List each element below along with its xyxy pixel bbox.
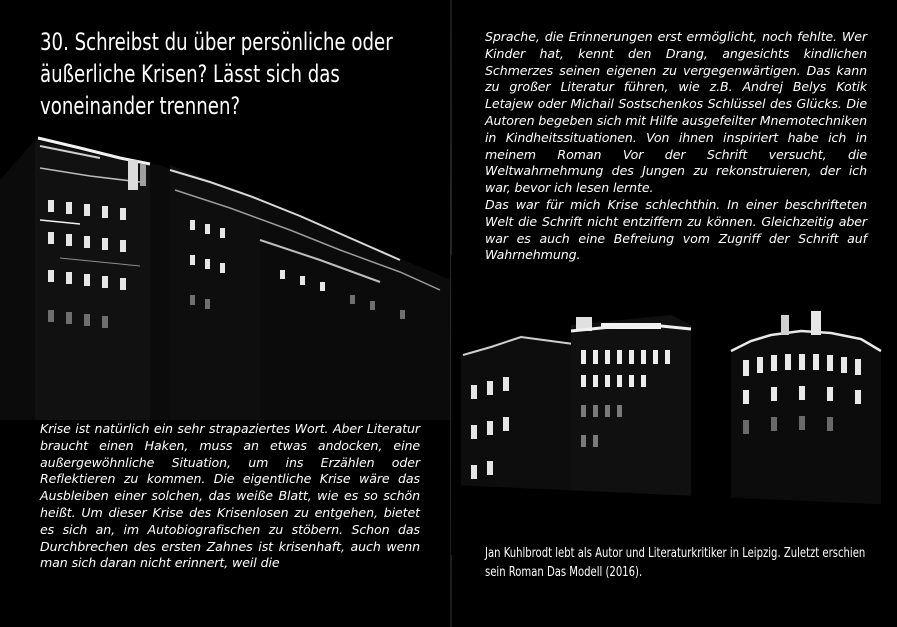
right-body-paragraph-2: Das war für mich Krise schlechthin. In einer beschrifteten Welt die Schrift nicht entziffern zu können. Gleichzeitig aber war es auch eine Befreiung vom Zugriff der Schrift auf Wahrnehmung. [485,196,867,263]
left-body-text: Krise ist natürlich ein sehr strapaziertes Wort. Aber Literatur braucht einen Haken, muss an etwas andocken, eine außergewöhnliche Situation, um ins Erzählen oder Reflektieren zu kommen. Die eigentliche Krise wäre das Ausbleiben einer solchen, das weiße Blatt, wie es so schön heißt. Um dieser Krise des Krisenlosen zu entgehen, bietet es sich an, im Autobiografischen zu stöbern. Schon das Durchbrechen des ersten Zahnes ist krisenhaft, auch wenn man sich daran nicht erinnert, weil die [40,421,420,571]
right-page [451,0,897,627]
right-body-text [485,29,867,264]
question-heading: 30. Schreibst du über persönliche oder äußerliche Krisen? Lässt sich das voneinander trennen? [40,28,393,120]
author-bio: Jan Kuhlbrodt lebt als Autor und Literaturkritiker in Leipzig. Zuletzt erschien sein Roman Das Modell (2016). [485,546,866,580]
right-body-paragraph-1: Sprache, die Erinnerungen erst ermöglicht, noch fehlte. Wer Kinder hat, kennt den Drang, angesichts kindlichen Schmerzes seinen eigenen zu vergegenwärtigen. Das kann zu großer Literatur führen, wie z.B. Andrej Belys Kotik Letajew oder Michail Sostschenkos Schlüssel des Glücks. Die Autoren begeben sich mit Hilfe ausgefeilter Mnemotechniken in Kindheitssituationen. Von ihnen inspiriert habe ich in meinem Roman Vor der Schrift versucht, die Weltwahrnehmung des Jungen zu rekonstruieren, der ich war, bevor ich lesen lernte. [485,29,867,196]
building-photo-right [451,255,897,555]
building-photo-left [0,120,451,420]
